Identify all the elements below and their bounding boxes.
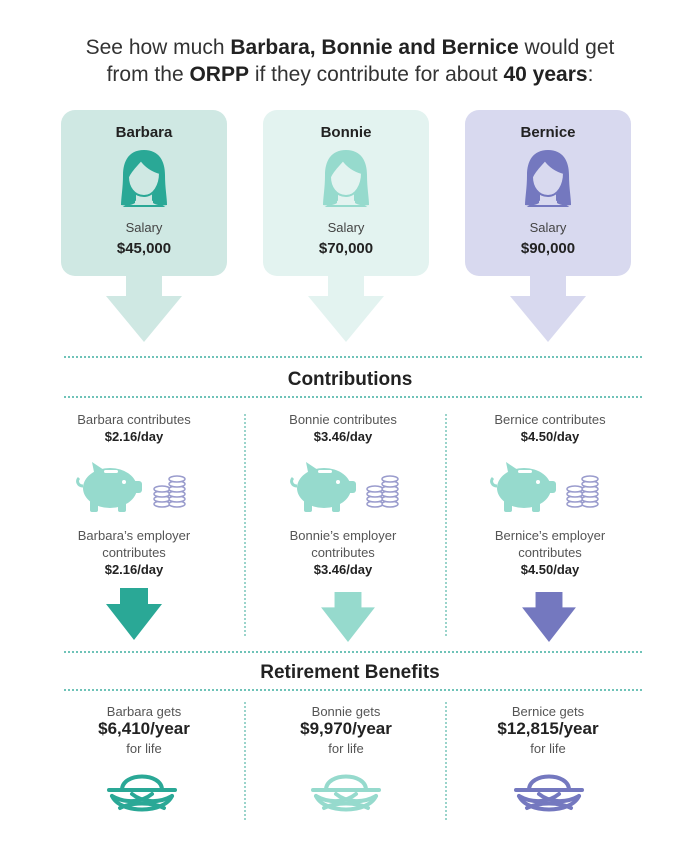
contributes-label: Bernice contributes [494, 412, 606, 427]
employer-contribution-amount: $4.50/day [520, 562, 580, 577]
piggy-bank-icon [74, 462, 144, 514]
for-life-label: for life [126, 741, 162, 756]
column-divider [244, 414, 246, 636]
salary-label: Salary [327, 220, 365, 235]
section-divider [64, 651, 642, 653]
section-divider [64, 689, 642, 691]
headline-text: See how much [85, 36, 231, 59]
coin-stack-icon [564, 470, 602, 508]
person-name: Bernice [520, 124, 576, 141]
card-bonnie [263, 110, 429, 276]
for-life-label: for life [328, 741, 364, 756]
card-pointer-arrow-icon [306, 276, 386, 344]
headline-text: if they contribute for about [248, 63, 504, 86]
contribution-amount: $2.16/day [104, 429, 164, 444]
salary-value: $70,000 [318, 240, 374, 257]
salary-label: Salary [529, 220, 567, 235]
section-divider [64, 356, 642, 358]
employer-contribution-amount: $2.16/day [104, 562, 164, 577]
headline-text: from the [106, 63, 190, 86]
section-title-contributions: Contributions [287, 369, 413, 390]
contribution-amount: $4.50/day [520, 429, 580, 444]
piggy-bank-icon [488, 462, 558, 514]
card-bernice [465, 110, 631, 276]
nest-egg-basket-icon [310, 766, 382, 820]
person-name: Bonnie [320, 124, 372, 141]
card-barbara [61, 110, 227, 276]
headline-org: ORPP [189, 63, 249, 86]
down-arrow-icon [106, 588, 162, 640]
woman-face-icon [321, 148, 371, 210]
down-arrow-icon [522, 592, 576, 642]
card-pointer-arrow-icon [104, 276, 184, 344]
woman-face-icon [119, 148, 169, 210]
person-name: Barbara [115, 124, 173, 141]
column-divider [445, 414, 447, 636]
gets-label: Bonnie gets [311, 704, 381, 719]
nest-egg-basket-icon [513, 766, 585, 820]
benefit-amount: $6,410/year [98, 719, 190, 738]
benefit-amount: $9,970/year [300, 719, 392, 738]
employer-label: Bonnie’s employer [289, 528, 397, 543]
headline-years: 40 years [503, 63, 588, 86]
employer-label: contributes [311, 545, 375, 560]
down-arrow-icon [321, 592, 375, 642]
section-divider [64, 396, 642, 398]
headline-names: Barbara, Bonnie and Bernice [230, 36, 519, 59]
benefit-amount: $12,815/year [497, 719, 599, 738]
salary-value: $90,000 [520, 240, 576, 257]
employer-label: Bernice’s employer [494, 528, 606, 543]
headline-line-1 [0, 34, 700, 61]
contributes-label: Bonnie contributes [289, 412, 397, 427]
contributes-label: Barbara contributes [77, 412, 191, 427]
headline-text: would get [518, 36, 615, 59]
gets-label: Bernice gets [511, 704, 585, 719]
gets-label: Barbara gets [106, 704, 182, 719]
employer-label: Barbara’s employer [77, 528, 191, 543]
salary-value: $45,000 [116, 240, 172, 257]
headline-text: : [587, 63, 594, 86]
employer-label: contributes [102, 545, 166, 560]
headline-line-2 [0, 61, 700, 88]
section-title-retirement-benefits: Retirement Benefits [260, 662, 440, 683]
coin-stack-icon [364, 470, 402, 508]
coin-stack-icon [151, 470, 189, 508]
woman-face-icon [523, 148, 573, 210]
piggy-bank-icon [288, 462, 358, 514]
nest-egg-basket-icon [106, 766, 178, 820]
salary-label: Salary [125, 220, 163, 235]
card-pointer-arrow-icon [508, 276, 588, 344]
for-life-label: for life [530, 741, 566, 756]
employer-contribution-amount: $3.46/day [313, 562, 373, 577]
employer-label: contributes [518, 545, 582, 560]
contribution-amount: $3.46/day [313, 429, 373, 444]
